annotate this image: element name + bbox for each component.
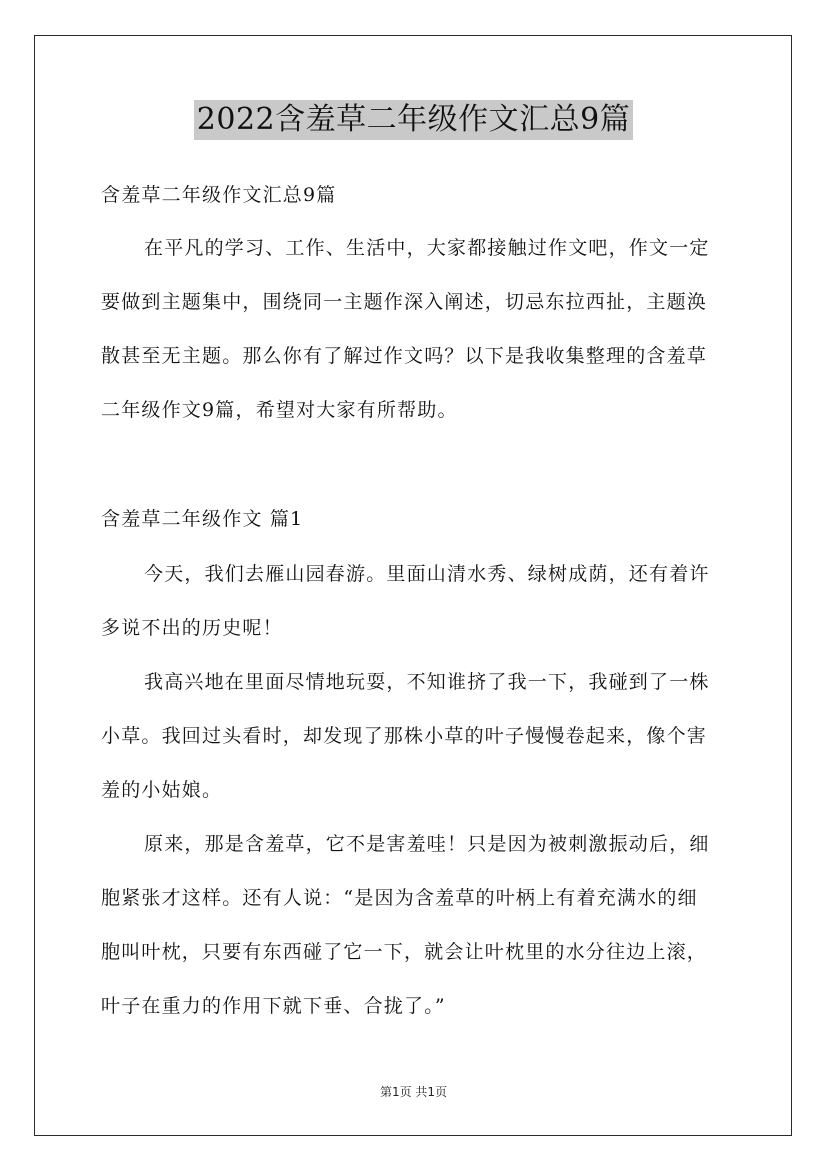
intro-line: 二年级作文9篇，希望对大家有所帮助。: [101, 399, 458, 421]
page-number-footer: 第1页 共1页: [379, 1085, 448, 1099]
title-container: [0, 100, 827, 140]
paragraph-line: 今天，我们去雁山园春游。里面山清水秀、绿树成荫，还有着许: [144, 563, 710, 585]
section-heading: 含羞草二年级作文 篇1: [101, 508, 304, 530]
paragraph-line: 原来，那是含羞草，它不是害羞哇！只是因为被刺激振动后，细: [144, 833, 710, 855]
paragraph-line: 多说不出的历史呢！: [101, 617, 283, 639]
intro-line: 散甚至无主题。那么你有了解过作文吗？以下是我收集整理的含羞草: [101, 345, 708, 367]
paragraph-line: 我高兴地在里面尽情地玩耍，不知谁挤了我一下，我碰到了一株: [144, 671, 710, 693]
intro-line: 在平凡的学习、工作、生活中，大家都接触过作文吧，作文一定: [144, 237, 710, 259]
intro-line: 要做到主题集中，围绕同一主题作深入阐述，切忌东拉西扯，主题涣: [101, 291, 708, 313]
paragraph-line: 小草。我回过头看时，却发现了那株小草的叶子慢慢卷起来，像个害: [101, 725, 708, 747]
document-title: 2022含羞草二年级作文汇总9篇: [194, 100, 633, 140]
paragraph-line: 胞叫叶枕，只要有东西碰了它一下，就会让叶枕里的水分往边上滚，: [101, 941, 708, 963]
paragraph-line: 羞的小姑娘。: [101, 779, 223, 801]
document-subtitle: 含羞草二年级作文汇总9篇: [101, 184, 337, 206]
paragraph-line: 胞紧张才这样。还有人说：“是因为含羞草的叶柄上有着充满水的细: [101, 887, 698, 909]
paragraph-line: 叶子在重力的作用下就下垂、合拢了。”: [101, 995, 446, 1017]
